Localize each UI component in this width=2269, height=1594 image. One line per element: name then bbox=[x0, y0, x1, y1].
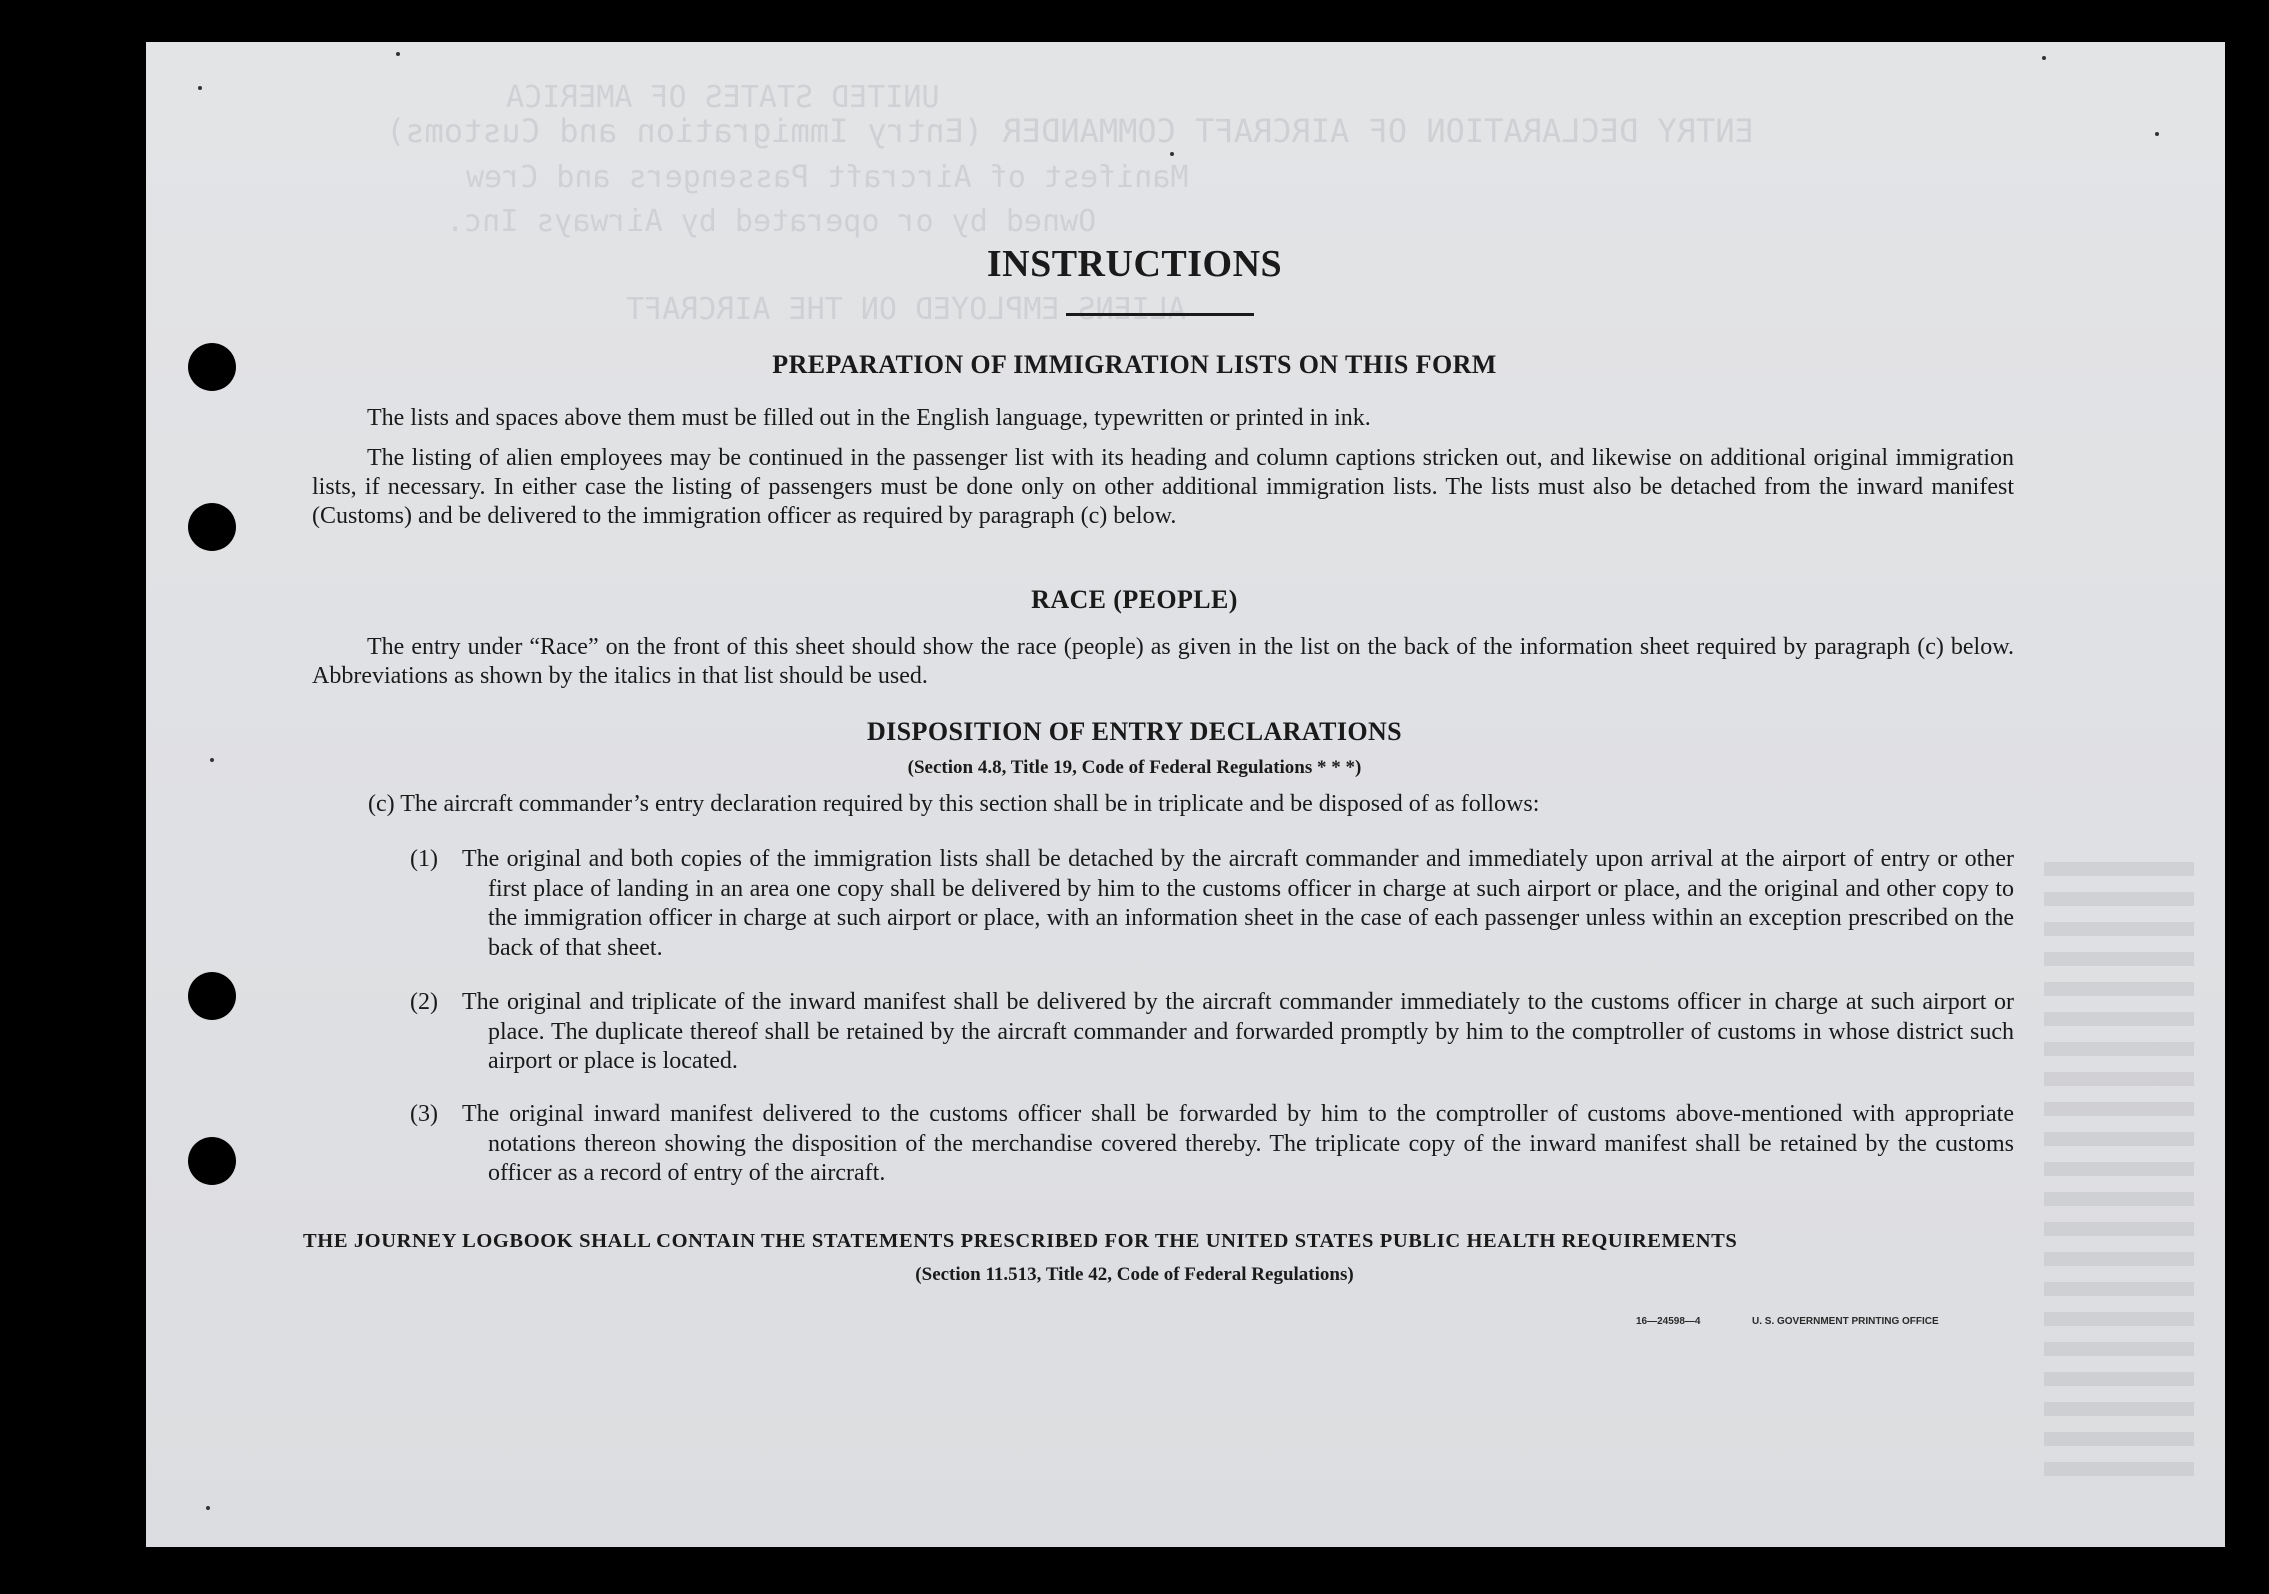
bleed-through-text: Manifest of Aircraft Passengers and Crew bbox=[466, 160, 1189, 195]
item-text: The original and triplicate of the inward manifest shall be delivered by the aircraft commander immediately to the customs officer in charge at such airport or place. The duplicate thereof shall be retained by the aircraft commander and forwarded promptly by him to the comptroller of customs in whose district such airport or place is located. bbox=[462, 989, 2014, 1074]
immigration-lists-heading: PREPARATION OF IMMIGRATION LISTS ON THIS FORM bbox=[772, 350, 1497, 379]
item-number: (2) bbox=[410, 989, 438, 1015]
immigration-paragraph-2: The listing of alien employees may be continued in the passenger list with its heading and column captions stricken out, and likewise on additional original immigration lists, if necessary. In either case the listing of passengers must be done only on other additional immigration lists. The lists must also be detached from the inward manifest (Customs) and be delivered to the immigration officer as required by paragraph (c) below. bbox=[312, 445, 2014, 529]
public-health-citation: (Section 11.513, Title 42, Code of Federal Regulations) bbox=[915, 1264, 1354, 1285]
item-text: The original and both copies of the immigration lists shall be detached by the aircraft commander and immediately upon arrival at the airport of entry or other first place of landing in an area one copy shall be delivered by him to the customs officer in charge at such airport or place, and the original and other copy to the immigration officer in charge at such airport or place, with an information sheet in the case of each passenger unless within an exception prescribed on the back of that sheet. bbox=[462, 846, 2014, 961]
disposition-citation: (Section 4.8, Title 19, Code of Federal Regulations * * *) bbox=[907, 757, 1362, 778]
bleed-through-text: Owned by or operated by Airways Inc. bbox=[446, 204, 1097, 239]
title-underline bbox=[1066, 313, 1254, 316]
item-text: The original inward manifest delivered to the customs officer shall be forwarded by him to the comptroller of customs above-mentioned with appropriate notations thereon showing the disposition of the merchandise covered thereby. The triplicate copy of the inward manifest shall be retained by the customs officer as a record of entry of the aircraft. bbox=[462, 1101, 2014, 1186]
disposition-intro: (c) The aircraft commander’s entry declaration required by this section shall be in triplicate and be disposed of as follows: bbox=[368, 791, 1540, 817]
race-heading: RACE (PEOPLE) bbox=[1031, 585, 1238, 614]
page-title: INSTRUCTIONS bbox=[986, 243, 1283, 285]
item-number: (1) bbox=[410, 846, 438, 872]
printer-imprint: U. S. GOVERNMENT PRINTING OFFICE bbox=[1752, 1316, 1939, 1327]
disposition-heading: DISPOSITION OF ENTRY DECLARATIONS bbox=[866, 717, 1403, 746]
bleed-through-text: UNITED STATES OF AMERICA bbox=[506, 80, 940, 115]
form-number: 16—24598—4 bbox=[1636, 1316, 1701, 1327]
disposition-item-1 bbox=[410, 845, 2014, 963]
race-paragraph: The entry under “Race” on the front of this sheet should show the race (people) as given in the list on the back of the information sheet required by paragraph (c) below. Abbreviations as shown by the italics in that list should be used. bbox=[312, 634, 2014, 689]
disposition-item-3 bbox=[410, 1100, 2014, 1189]
bleed-through-text: ENTRY DECLARATION OF AIRCRAFT COMMANDER (Entry Immigration and Customs) bbox=[386, 112, 1754, 150]
item-number: (3) bbox=[410, 1101, 438, 1127]
public-health-statement: THE JOURNEY LOGBOOK SHALL CONTAIN THE STATEMENTS PRESCRIBED FOR THE UNITED STATES PUBLIC HEALTH REQUIREMENTS bbox=[303, 1230, 1738, 1252]
immigration-paragraph-1: The lists and spaces above them must be filled out in the English language, typewritten or printed in ink. bbox=[367, 405, 1371, 431]
disposition-item-2 bbox=[410, 988, 2014, 1077]
bleed-through-text: ALIENS EMPLOYED ON THE AIRCRAFT bbox=[626, 292, 1186, 327]
